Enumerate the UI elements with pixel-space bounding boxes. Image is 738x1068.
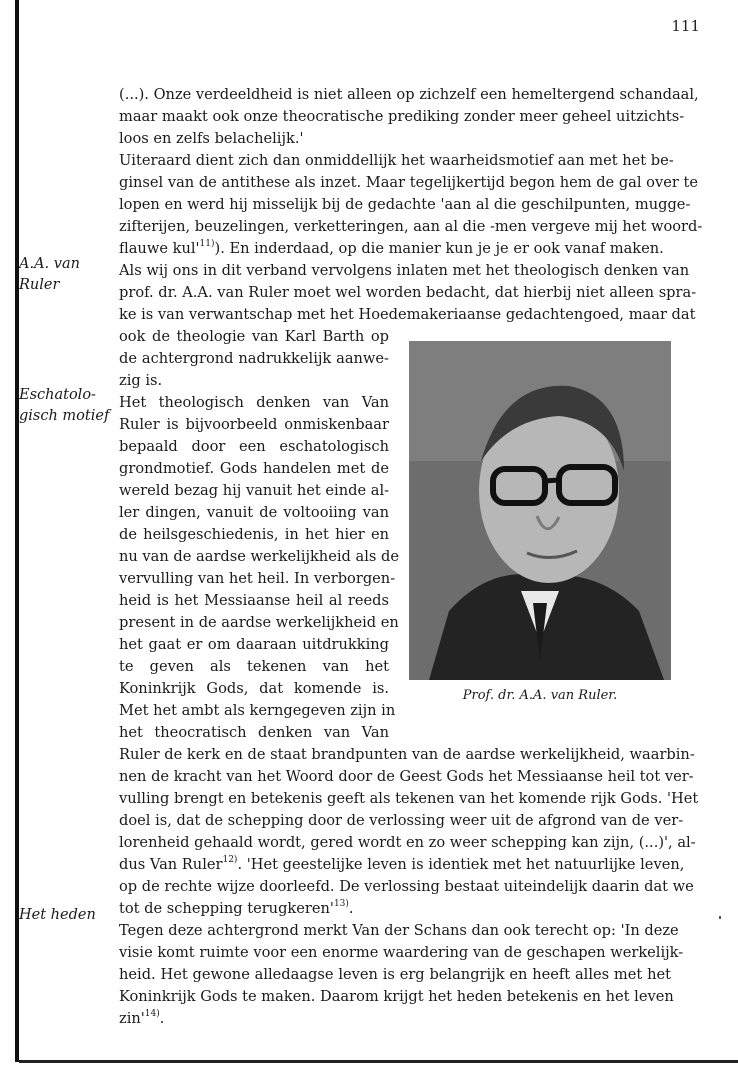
text-fragment: flauwe kul' — [119, 240, 200, 257]
text-line: de heilsgeschiedenis, in het hier en — [119, 526, 389, 543]
text-line: doel is, dat de schepping door de verlossing weer uit de afgrond van de ver- — [119, 812, 684, 829]
text-line: het gaat er om daaraan uitdrukking — [119, 636, 389, 653]
text-line: nen de kracht van het Woord door de Geest Gods het Messiaanse heil tot ver- — [119, 768, 694, 785]
text-line — [119, 898, 671, 920]
text-line: grondmotief. Gods handelen met de — [119, 460, 389, 477]
footnote-ref: 13) — [333, 899, 349, 910]
text-line: ginsel van de antithese als inzet. Maar tegelijkertijd begon hem de gal over te — [119, 174, 698, 191]
margin-note-van-ruler-2: Ruler — [19, 277, 60, 293]
text-line: heid. Het gewone alledaagse leven is erg belangrijk en heeft alles met het — [119, 966, 671, 983]
text-line: maar maakt ook onze theocratische prediking zonder meer geheel uitzichts- — [119, 108, 685, 125]
text-line: visie komt ruimte voor een enorme waardering van de geschapen werkelijk- — [119, 944, 684, 961]
margin-note-eschatologisch-2: gisch motief — [19, 408, 110, 424]
footnote-ref: 11) — [199, 239, 215, 250]
text-line: vulling brengt en betekenis geeft als tekenen van het komende rijk Gods. 'Het — [119, 790, 699, 807]
text-fragment: ). En inderdaad, op die manier kun je je er ook vanaf maken. — [214, 240, 664, 257]
text-line: op de rechte wijze doorleefd. De verlossing bestaat uiteindelijk daarin dat we — [119, 878, 694, 895]
text-line: Uiteraard dient zich dan onmiddellijk het waarheidsmotief aan met het be- — [119, 152, 674, 169]
text-fragment: zin' — [119, 1010, 145, 1027]
portrait-photo — [409, 341, 671, 680]
text-line: zifterijen, beuzelingen, verketteringen, aan al die -men vergeve mij het woord- — [119, 218, 703, 235]
text-line: lopen en werd hij misselijk bij de gedachte 'aan al die geschilpunten, mugge- — [119, 196, 691, 213]
text-line: Het theologisch denken van Van — [119, 394, 389, 411]
text-line: Tegen deze achtergrond merkt Van der Schans dan ook terecht op: 'In deze — [119, 922, 679, 939]
text-fragment: tot de schepping terugkeren' — [119, 900, 334, 917]
text-line: Met het ambt als kerngegeven zijn in — [119, 702, 396, 719]
text-line: heid is het Messiaanse heil al reeds — [119, 592, 389, 609]
text-line: het theocratisch denken van Van — [119, 724, 389, 741]
text-line: de achtergrond nadrukkelijk aanwe- — [119, 350, 389, 367]
text-line: ook de theologie van Karl Barth op — [119, 328, 389, 345]
margin-note-het-heden: Het heden — [19, 907, 96, 923]
text-line: lorenheid gehaald wordt, gered wordt en zo weer schepping kan zijn, (...)', al- — [119, 834, 696, 851]
text-line: loos en zelfs belachelijk.' — [119, 130, 304, 147]
photo-caption: Prof. dr. A.A. van Ruler. — [462, 688, 618, 703]
portrait-illustration — [409, 341, 671, 680]
margin-note-van-ruler-1: A.A. van — [19, 256, 80, 272]
text-line: wereld bezag hij vanuit het einde al- — [119, 482, 390, 499]
text-fragment: . 'Het geestelijke leven is identiek met het natuurlijke leven, — [237, 856, 685, 873]
text-line: nu van de aardse werkelijkheid als de — [119, 548, 399, 565]
text-line: (...). Onze verdeeldheid is niet alleen op zichzelf een hemeltergend schandaal, — [119, 86, 699, 103]
page-number: 111 — [671, 17, 700, 35]
text-line: bepaald door een eschatologisch — [119, 438, 389, 455]
margin-note-eschatologisch-1: Eschatolo- — [19, 387, 96, 403]
text-line: ler dingen, vanuit de voltooiing van — [119, 504, 389, 521]
text-line: Als wij ons in dit verband vervolgens inlaten met het theologisch denken van — [119, 262, 690, 279]
text-line — [119, 238, 671, 260]
text-line: Koninkrijk Gods te maken. Daarom krijgt het heden betekenis en het leven — [119, 988, 674, 1005]
text-line: Ruler is bijvoorbeeld onmiskenbaar — [119, 416, 389, 433]
text-fragment: . — [348, 900, 354, 917]
text-line: te geven als tekenen van het — [119, 658, 389, 675]
text-line: zig is. — [119, 372, 163, 389]
text-line: Koninkrijk Gods, dat komende is. — [119, 680, 389, 697]
text-line: present in de aardse werkelijkheid en — [119, 614, 399, 631]
text-line: prof. dr. A.A. van Ruler moet wel worden bedacht, dat hierbij niet alleen spra- — [119, 284, 697, 301]
text-fragment: dus Van Ruler — [119, 856, 223, 873]
bottom-rule — [19, 1060, 738, 1063]
scan-speck — [719, 916, 721, 919]
text-line: vervulling van het heil. In verborgen- — [119, 570, 396, 587]
text-fragment: . — [159, 1010, 165, 1027]
footnote-ref: 12) — [222, 855, 238, 866]
text-line — [119, 1008, 671, 1030]
footnote-ref: 14) — [144, 1009, 160, 1020]
text-line: Ruler de kerk en de staat brandpunten van de aardse werkelijkheid, waarbin- — [119, 746, 695, 763]
page-edge-bar — [15, 0, 19, 1062]
text-line — [119, 854, 685, 876]
text-line: ke is van verwantschap met het Hoedemakeriaanse gedachtengoed, maar dat — [119, 306, 696, 323]
